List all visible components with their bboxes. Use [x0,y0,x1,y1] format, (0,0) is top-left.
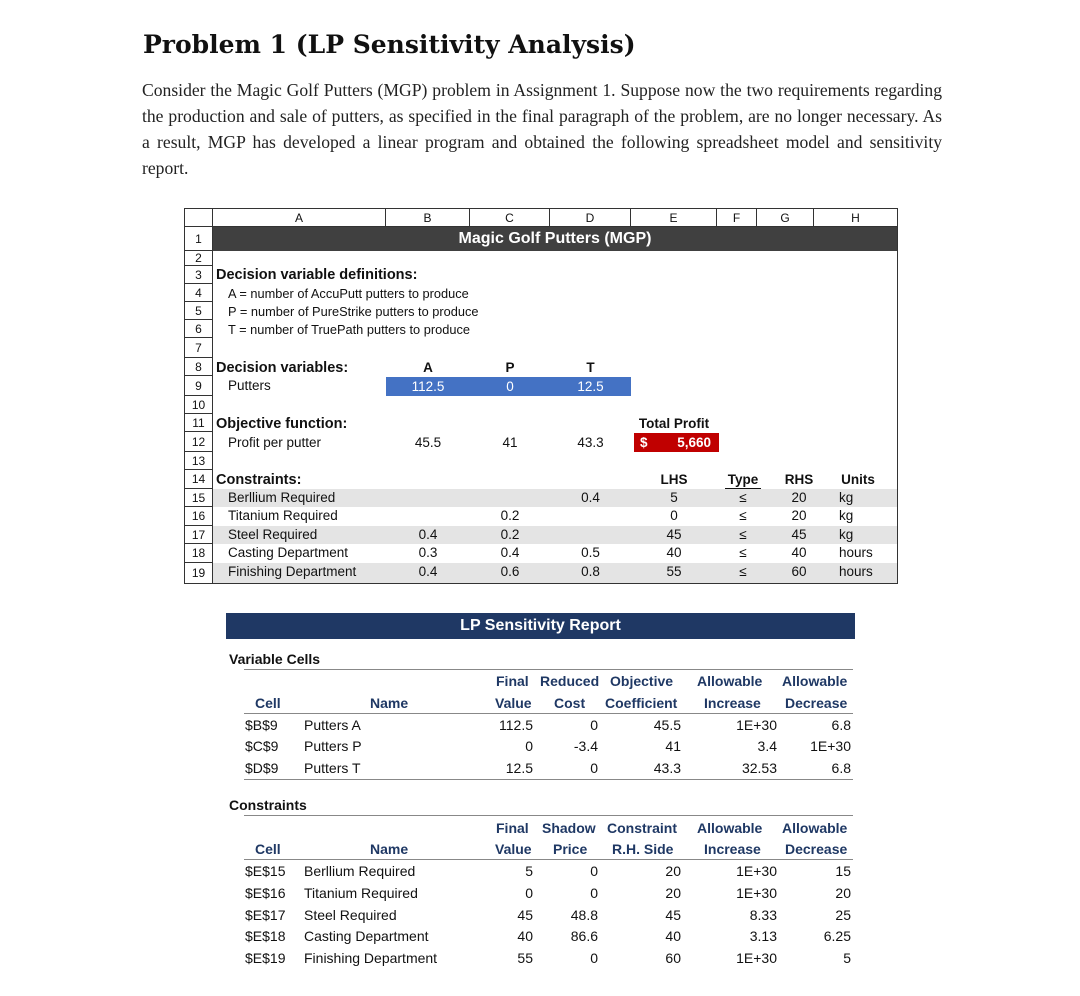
constraint-name: Casting Department [228,545,349,560]
constraint-name: Titanium Required [304,885,418,901]
obj-title: Objective function: [216,416,348,432]
con-hdr-ad1: Allowable [782,820,848,836]
spreadsheet-model [184,208,898,584]
constraints-title: Constraints: [216,472,302,488]
cell-ref: $E$18 [245,928,286,944]
dv-value-p[interactable]: 0 [470,377,550,396]
report-banner: LP Sensitivity Report [226,613,855,639]
row-header-8: 8 [185,358,213,376]
dv-title: Decision variables: [216,360,349,376]
var-bottom-rule [244,779,853,780]
row-header-9: 9 [185,376,213,396]
final-value: 45 [517,907,533,923]
allowable-decrease: 20 [835,885,851,901]
var-hdr-rc2: Cost [554,695,586,711]
var-name: Putters P [304,738,362,754]
allowable-increase: 3.13 [749,928,777,944]
col-header-c: C [470,209,550,227]
total-profit-amount: 5,660 [677,435,711,450]
profit-a: 45.5 [414,435,442,450]
var-hdr-final1: Final [496,673,529,689]
lhs: 0 [670,508,678,523]
row-header-5: 5 [185,302,213,320]
allowable-increase: 3.4 [757,738,777,754]
row-header-10: 10 [185,396,213,414]
final-value: 112.5 [499,717,533,733]
shadow-price: 0 [590,885,598,901]
allowable-increase: 1E+30 [736,950,777,966]
con-hdr-cell: Cell [255,841,281,857]
rhs-header: RHS [784,472,814,487]
units: hours [839,545,873,560]
con-hdr-final2: Value [495,841,532,857]
allowable-decrease: 5 [843,950,851,966]
constraint-name: Finishing Department [304,950,438,966]
def-p: P = number of PureStrike putters to produce [228,304,479,319]
shadow-price: 86.6 [570,928,598,944]
coef-p: 0.6 [500,564,520,579]
variable-cells-title: Variable Cells [229,651,321,667]
total-profit-value[interactable] [634,433,719,452]
rhs: 20 [791,490,807,505]
row-header-16: 16 [185,507,213,526]
def-a: A = number of AccuPutt putters to produce [228,286,469,301]
cell-ref: $E$17 [245,907,286,923]
currency-symbol: $ [640,435,648,450]
dv-value-t[interactable]: 12.5 [550,377,631,396]
allowable-decrease: 6.25 [823,928,851,944]
constraint-name: Finishing Department [228,564,357,579]
allowable-increase: 8.33 [749,907,777,923]
var-hdr-rc1: Reduced [540,673,600,689]
type-header: Type [727,472,759,487]
objective-coefficient: 41 [665,738,681,754]
allowable-decrease: 6.8 [831,760,851,776]
dv-value-a[interactable]: 112.5 [386,377,470,396]
lhs: 5 [670,490,678,505]
units-header: Units [841,472,875,487]
var-hdr-final2: Value [495,695,532,711]
lhs: 40 [666,545,682,560]
allowable-increase: 1E+30 [736,863,777,879]
units: kg [839,508,854,523]
allowable-increase: 1E+30 [736,717,777,733]
type: ≤ [739,490,747,505]
final-value: 0 [525,738,533,754]
con-top-rule [244,815,853,816]
coef-t: 0.5 [581,545,600,560]
lhs: 45 [666,527,682,542]
var-name: Putters T [304,760,361,776]
constraint-rhs: 20 [665,885,681,901]
var-hdr-oc1: Objective [610,673,674,689]
col-header-b: B [386,209,470,227]
shadow-price: 0 [590,863,598,879]
dv-label-t: T [586,360,595,375]
coef-a: 0.3 [418,545,438,560]
shadow-price: 0 [590,950,598,966]
var-hdr-cell: Cell [255,695,281,711]
page-title: Problem 1 (LP Sensitivity Analysis) [143,30,636,59]
type: ≤ [739,527,747,542]
reduced-cost: 0 [590,760,598,776]
row-header-2: 2 [185,251,213,266]
profit-label: Profit per putter [228,435,322,450]
constraints-report-title: Constraints [229,797,307,813]
coef-a: 0.4 [418,527,438,542]
row-header-13: 13 [185,452,213,470]
cell-ref: $E$15 [245,863,286,879]
coef-p: 0.2 [500,527,520,542]
type: ≤ [739,564,747,579]
allowable-increase: 32.53 [741,760,777,776]
putters-label: Putters [228,378,271,393]
constraint-rhs: 45 [665,907,681,923]
reduced-cost: -3.4 [573,738,598,754]
lhs-header: LHS [660,472,688,487]
allowable-increase: 1E+30 [736,885,777,901]
coef-p: 0.2 [500,508,520,523]
constraint-name: Casting Department [304,928,429,944]
row-header-7: 7 [185,338,213,358]
col-header-a: A [213,209,386,227]
reduced-cost: 0 [590,717,598,733]
dv-label-a: A [423,360,433,375]
con-hdr-ai1: Allowable [697,820,763,836]
final-value: 5 [525,863,533,879]
cell-ref: $E$19 [245,950,286,966]
intro-paragraph: Consider the Magic Golf Putters (MGP) problem in Assignment 1. Suppose now the two requirements regarding the production and sale of putters, as specified in the final paragraph of the problem, are no longer necessary. As a result, MGP has developed a linear program and obtained the following spreadsheet model and sensitivity report. [142,80,942,178]
units: kg [839,527,854,542]
coef-p: 0.4 [500,545,520,560]
row-header-19: 19 [185,563,213,583]
var-hdr-oc2: Coefficient [605,695,678,711]
profit-p: 41 [502,435,518,450]
units: hours [839,564,873,579]
var-hdr-ai2: Increase [704,695,761,711]
objective-coefficient: 43.3 [653,760,681,776]
allowable-decrease: 1E+30 [810,738,851,754]
row-header-17: 17 [185,526,213,544]
objective-coefficient: 45.5 [653,717,681,733]
var-hdr-name: Name [370,695,409,711]
con-hdr-name: Name [370,841,409,857]
constraint-name: Steel Required [228,527,318,542]
con-hdr-ai2: Increase [704,841,761,857]
var-name: Putters A [304,717,361,733]
allowable-decrease: 6.8 [831,717,851,733]
cell-ref: $C$9 [245,738,279,754]
con-hdr-final1: Final [496,820,529,836]
constraint-name: Steel Required [304,907,397,923]
con-hdr-sp2: Price [553,841,588,857]
final-value: 40 [517,928,533,944]
var-hdr-ad2: Decrease [785,695,848,711]
col-header-h: H [814,209,897,227]
final-value: 55 [517,950,533,966]
final-value: 0 [525,885,533,901]
row-header-18: 18 [185,544,213,563]
constraint-name: Berllium Required [304,863,416,879]
coef-t: 0.4 [581,490,600,505]
profit-t: 43.3 [577,435,604,450]
col-header-g: G [757,209,814,227]
total-profit-label: Total Profit [638,416,710,431]
allowable-decrease: 25 [835,907,851,923]
coef-a: 0.4 [418,564,438,579]
lhs: 55 [666,564,682,579]
col-header-f: F [717,209,757,227]
row-header-12: 12 [185,432,213,452]
col-header-d: D [550,209,631,227]
var-hdr-ad1: Allowable [782,673,848,689]
constraint-name: Berllium Required [228,490,336,505]
var-top-rule [244,669,853,670]
con-hdr-ad2: Decrease [785,841,848,857]
row-header-14: 14 [185,470,213,489]
dv-label-p: P [505,360,515,375]
con-hdr-cr1: Constraint [607,820,677,836]
cell-ref: $B$9 [245,717,278,733]
coef-t: 0.8 [581,564,600,579]
units: kg [839,490,854,505]
rhs: 20 [791,508,807,523]
defs-title: Decision variable definitions: [216,267,418,283]
type: ≤ [739,545,747,560]
constraint-rhs: 60 [665,950,681,966]
constraint-name: Titanium Required [228,508,338,523]
model-banner: Magic Golf Putters (MGP) [213,227,897,251]
type: ≤ [739,508,747,523]
row-header-4: 4 [185,284,213,302]
shadow-price: 48.8 [570,907,598,923]
row-header-15: 15 [185,489,213,507]
con-hdr-cr2: R.H. Side [612,841,674,857]
row-header-1: 1 [185,227,213,251]
cell-ref: $D$9 [245,760,279,776]
var-header-rule [244,713,853,714]
con-hdr-sp1: Shadow [542,820,596,836]
rhs: 40 [791,545,807,560]
corner-cell [185,209,213,227]
cell-ref: $E$16 [245,885,286,901]
con-header-rule [244,859,853,860]
row-header-3: 3 [185,266,213,284]
var-hdr-ai1: Allowable [697,673,763,689]
final-value: 12.5 [505,760,533,776]
row-header-6: 6 [185,320,213,338]
rhs: 60 [791,564,807,579]
constraint-rhs: 20 [665,863,681,879]
row-header-11: 11 [185,414,213,432]
allowable-decrease: 15 [835,863,851,879]
def-t: T = number of TruePath putters to produce [228,322,470,337]
constraint-rhs: 40 [665,928,681,944]
rhs: 45 [791,527,807,542]
col-header-e: E [631,209,717,227]
